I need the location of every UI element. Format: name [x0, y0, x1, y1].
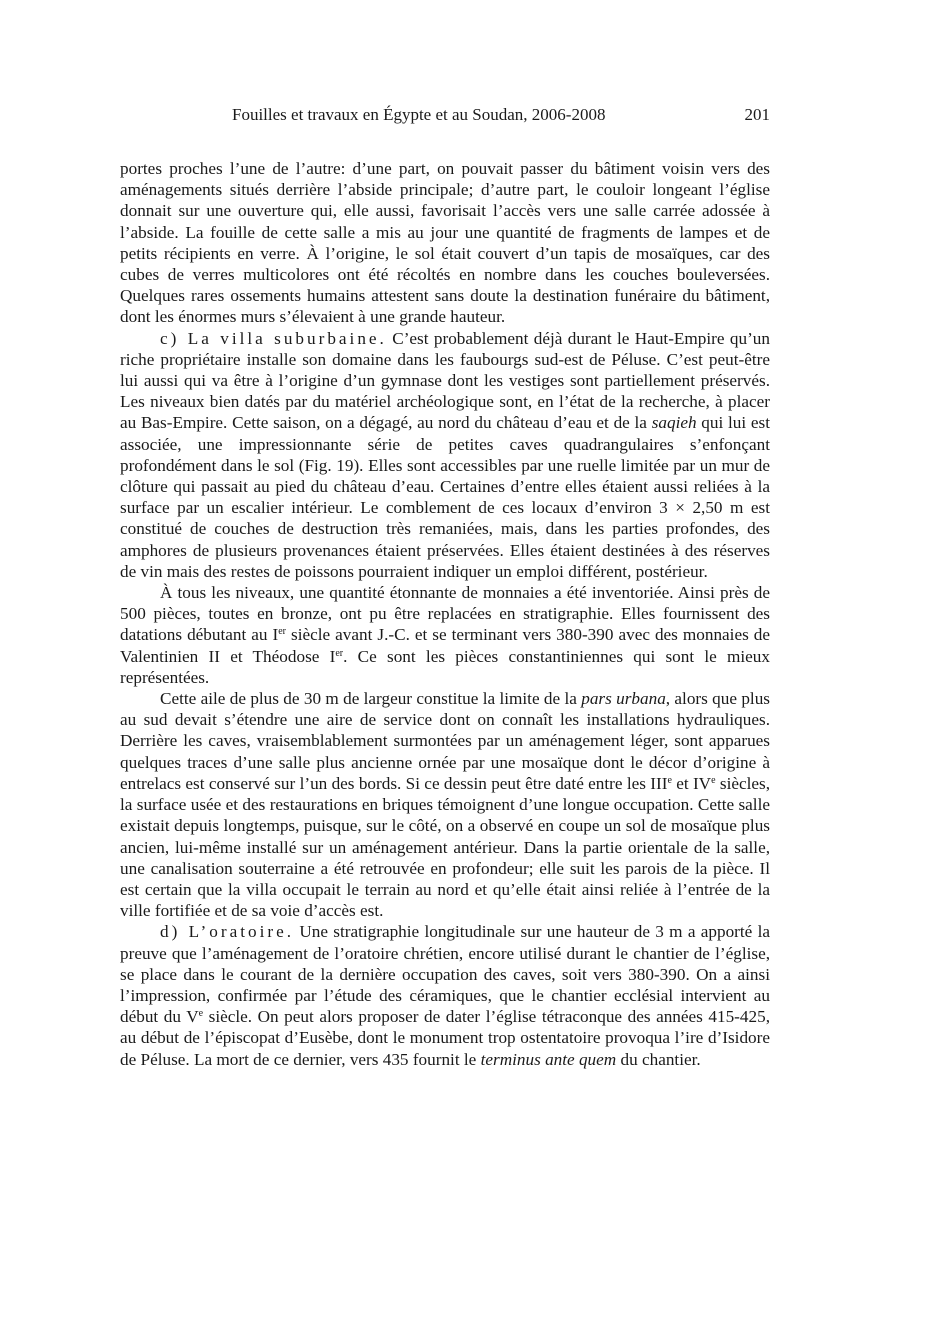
superscript: e	[198, 1008, 204, 1020]
paragraph-monnaies	[120, 582, 770, 688]
paragraph-text: siècles, la surface usée et des restaurations en briques témoignent d’une longue occupation. Cette salle existait depuis longtemps, puisque, sur le côté, on a observé en coupe un sol de mosaïque plus ancien, lui-même installé sur un aménagement antérieur. Dans la partie orientale de la salle, une canalisation souterraine a été retrouvée en profondeur; elle suit les parois de la pièce. Il est certain que la villa occupait le terrain au nord et qu’elle était ainsi reliée à l’entrée de la ville fortifiée et de sa voie d’accès est.	[120, 773, 770, 921]
page-number: 201	[744, 105, 770, 124]
superscript: er	[278, 626, 287, 638]
superscript: e	[667, 774, 672, 786]
paragraph-text: siècle. On peut alors proposer de dater l’église tétraconque des années 415-425, au début de l’épiscopat d’Eusèbe, dont le monument trop ostentatoire provoqua l’ire d’Isidore de Péluse. La mort de ce dernier, vers 435 fournit le	[120, 1007, 770, 1069]
section-label-c: c) La villa suburbaine.	[160, 328, 387, 348]
paragraph-text: . Ce sont les pièces constantiniennes qui sont le mieux représentées.	[120, 646, 770, 687]
paragraph-text: , alors que plus au sud devait s’étendre une aire de service dont on connaît les installations hydrauliques. Derrière les caves, vraisemblablement surmontées par un aménagement léger, sont apparues quelques traces d’une salle plus ancienne ornée par une mosaïque dont le décor d’origine à entrelacs est conservé sur l’un des bords. Si ce dessin peut être daté entre les III	[120, 689, 770, 793]
paragraph-text: et IV	[671, 773, 712, 793]
paragraph-pars-urbana	[120, 688, 770, 921]
italic-term: saqieh	[651, 413, 697, 433]
paragraph-text: À tous les niveaux, une quantité étonnante de monnaies a été inventoriée. Ainsi près de 500 pièces, toutes en bronze, ont pu être replacées en stratigraphie. Elles fournissent des datations débutant au I	[120, 583, 770, 645]
paragraph-text: C’est probablement déjà durant le Haut-Empire qu’un riche propriétaire installe son domaine dans les faubourgs sud-est de Péluse. C’est peut-être lui aussi qui va être à l’origine d’un gymnase dont les vestiges sont partiellement préservés. Les niveaux bien datés par du matériel archéologique sont, en l’état de la recherche, à placer au Bas-Empire. Cette saison, on a dégagé, au nord du château d’eau et de la	[120, 328, 770, 433]
superscript: e	[711, 774, 716, 786]
paragraph-text: siècle avant J.-C. et se terminant vers 380-390 avec des monnaies de Valentinien II et Théodose I	[120, 625, 770, 666]
paragraph-text: du chantier.	[616, 1049, 701, 1069]
header-title: Fouilles et travaux en Égypte et au Soudan, 2006-2008	[232, 105, 606, 124]
paragraph-text: qui lui est associée, une impressionnante série de petites caves quadrangulaires s’enfonçant profondément dans le sol (Fig. 19). Elles sont accessibles par une ruelle limitée par un mur de clôture qui passait au pied du château d’eau. Certaines d’entre elles étaient aussi reliées à la surface par un escalier intérieur. Le comblement de ces locaux d’environ 3 × 2,50 m est constitué de couches de destruction très remaniées, mais, dans les parties profondes, des amphores de plusieurs provenances étaient préservées. Elles étaient destinées à des réserves de vin mais des restes de poissons pourraient indiquer un emploi différent, postérieur.	[120, 413, 770, 581]
body-text	[120, 158, 770, 1070]
section-label-d: d) L’oratoire.	[160, 922, 295, 942]
paragraph-oratoire	[120, 921, 770, 1069]
italic-term: terminus ante quem	[480, 1049, 617, 1069]
paragraph-text: Une stratigraphie longitudinale sur une hauteur de 3 m a apporté la preuve que l’aménagement de l’oratoire chrétien, encore utilisé durant le chantier de l’église, se place dans le courant de la dernière occupation des caves, soit vers 380-390. On a ainsi l’impression, confirmée par l’étude des céramiques, que le chantier ecclésial intervient au début du V	[120, 922, 770, 1027]
italic-term: pars urbana	[581, 689, 666, 709]
paragraph-text: Cette aile de plus de 30 m de largeur constitue la limite de la	[160, 689, 582, 709]
superscript: er	[335, 647, 344, 659]
paragraph-villa-suburbaine	[120, 328, 770, 582]
paragraph-1: portes proches l’une de l’autre: d’une part, on pouvait passer du bâtiment voisin vers des aménagements situés derrière l’abside principale; d’autre part, le couloir longeant l’église donnait sur une ouverture qui, elle aussi, favorisait l’accès vers une salle carrée adossée à l’abside. La fouille de cette salle a mis au jour une quantité de fragments de lampes et de petits récipients en verre. À l’origine, le sol était couvert d’un tapis de mosaïques, car des cubes de verres multicolores ont été récoltés en nombre dans les couches bouleversées. Quelques rares ossements humains attestent sans doute la destination funéraire du bâtiment, dont les énormes murs s’élevaient à une grande hauteur.	[120, 159, 770, 327]
